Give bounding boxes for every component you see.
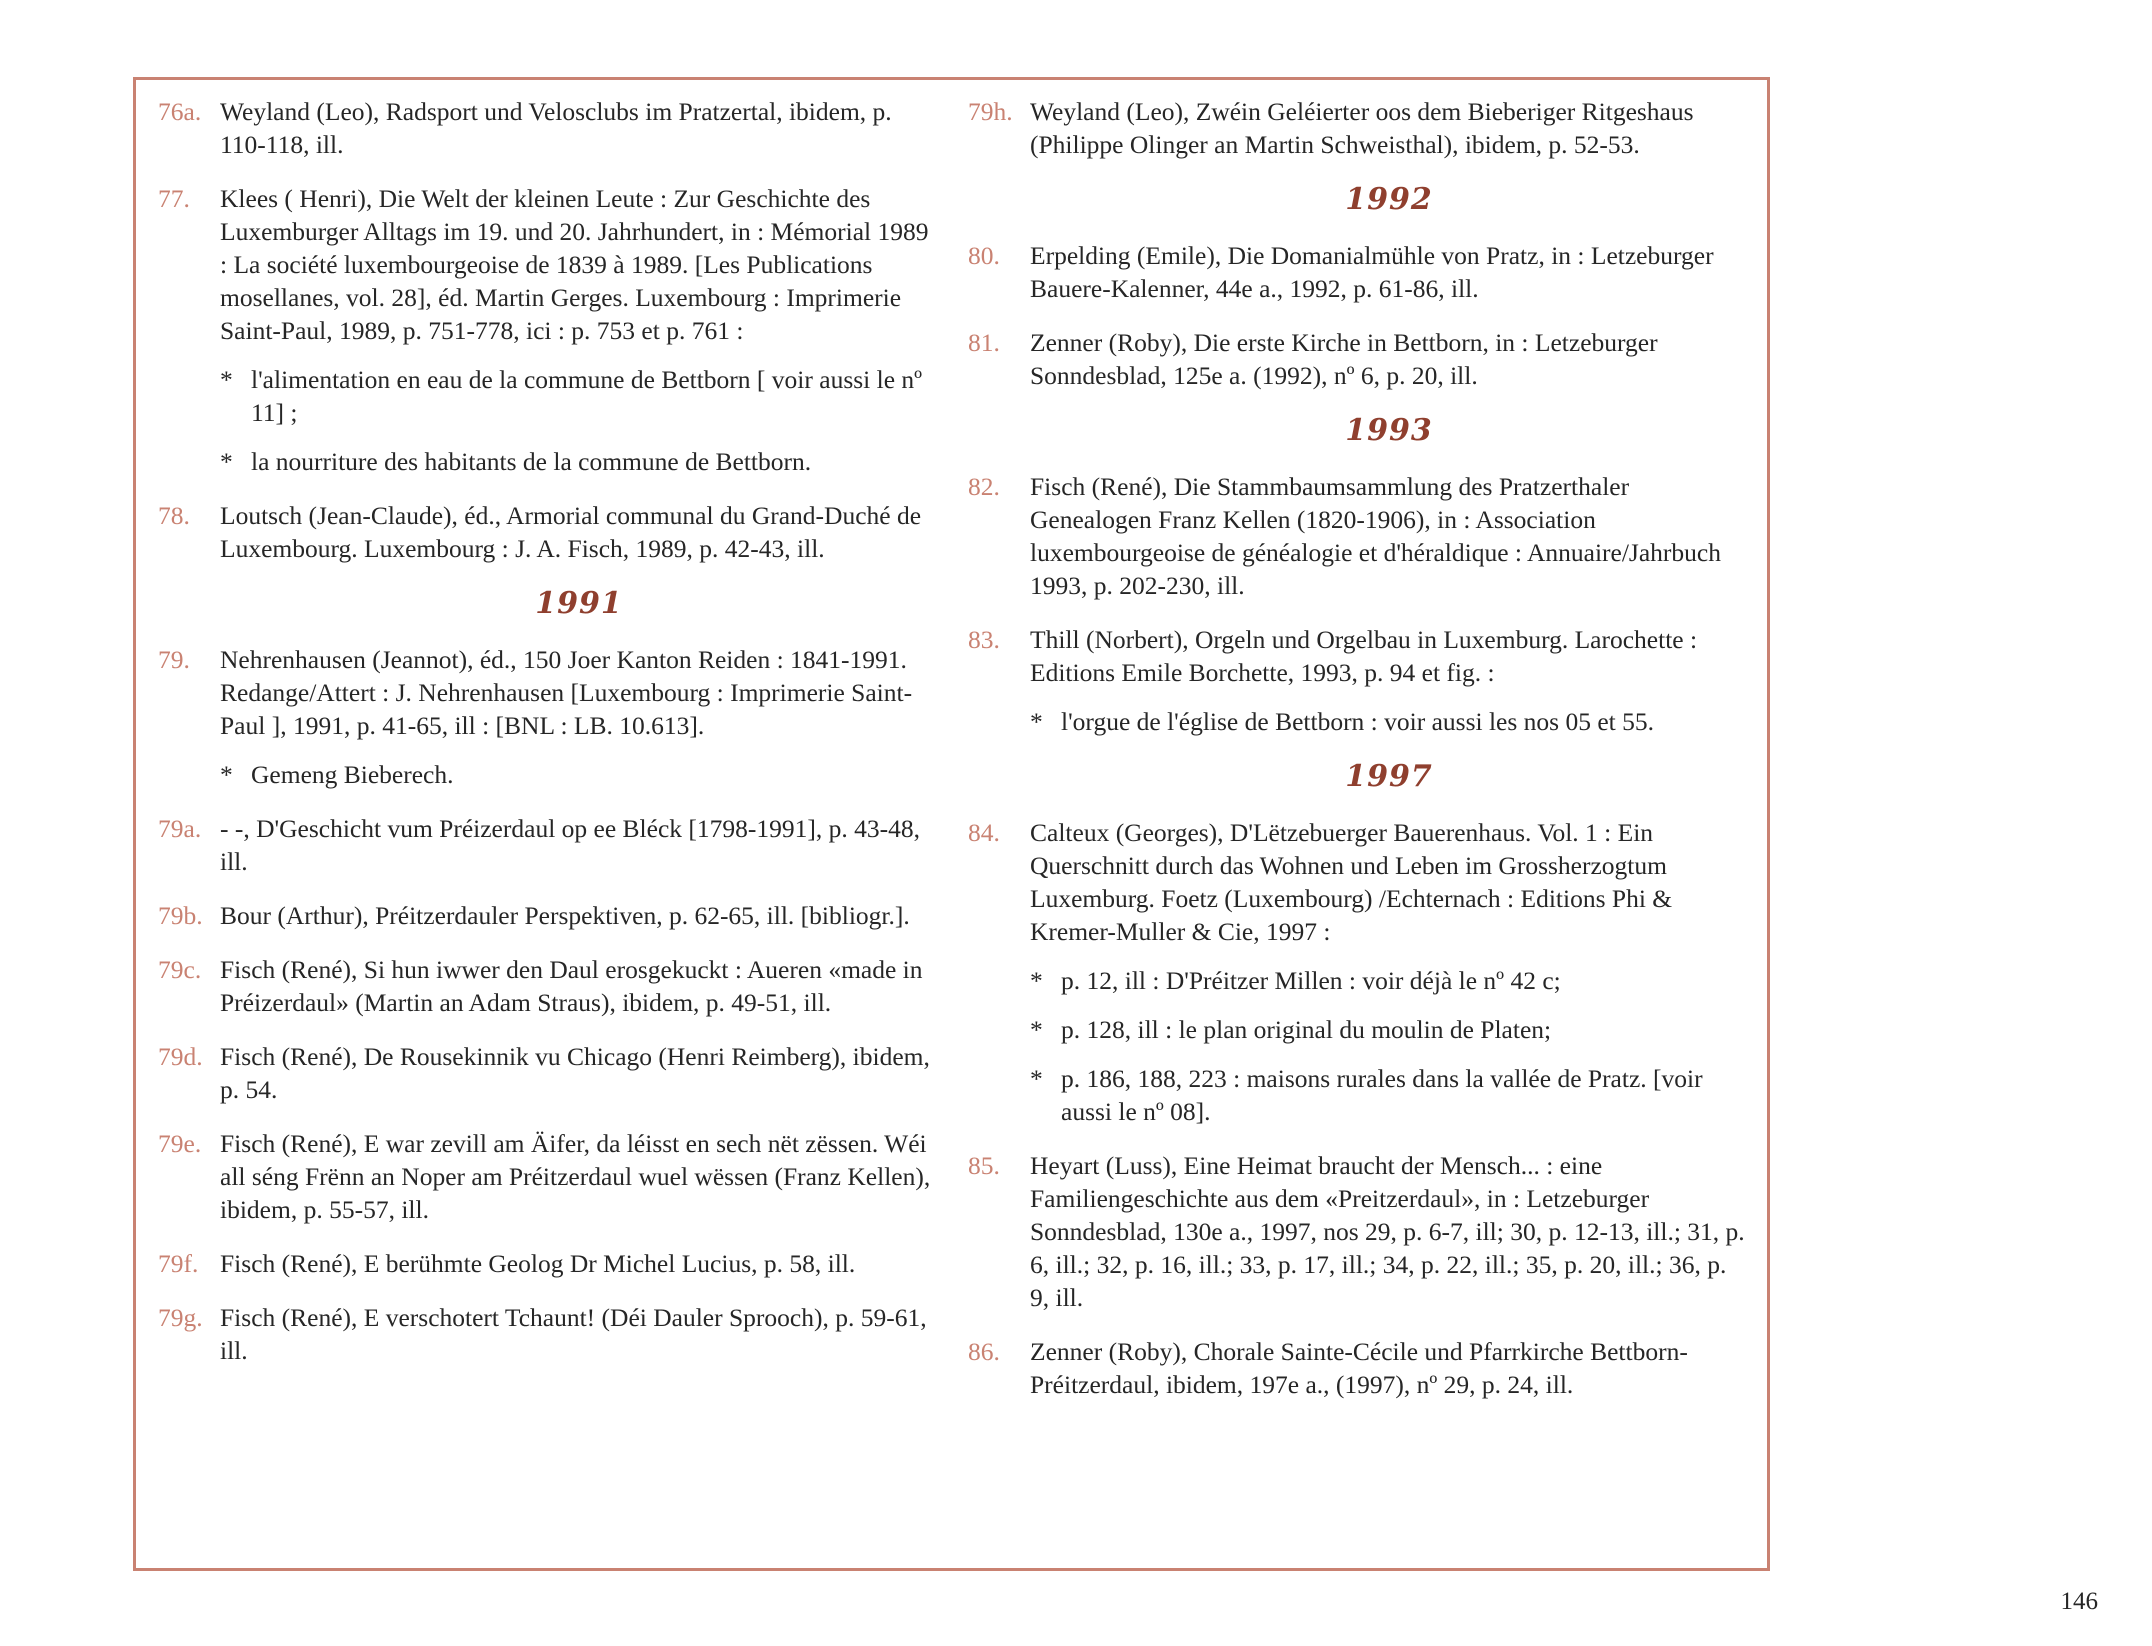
entry-number: 76a. [158, 97, 202, 126]
entry-text: Thill (Norbert), Orgeln und Orgelbau in Luxemburg. Larochette : Editions Emile Borchette, 1993, p. 94 et fig. : [1030, 625, 1698, 687]
entry-subitem [220, 445, 938, 478]
bibliography-entry [968, 1335, 1748, 1401]
bibliography-entry [158, 499, 938, 565]
entry-text: Weyland (Leo), Radsport und Velosclubs im Pratzertal, ibidem, p. 110-118, ill. [220, 97, 892, 159]
entry-text: Bour (Arthur), Préitzerdauler Perspektiven, p. 62-65, ill. [bibliogr.]. [220, 901, 910, 930]
bullet-asterisk: * [220, 760, 233, 789]
bullet-asterisk: * [220, 447, 233, 476]
page-number: 146 [2060, 1588, 2098, 1615]
entry-subitem [220, 363, 938, 429]
entry-text: Fisch (René), E verschotert Tchaunt! (Déi Dauler Sprooch), p. 59-61, ill. [220, 1303, 927, 1365]
entry-text: Erpelding (Emile), Die Domanialmühle von Pratz, in : Letzeburger Bauere-Kalenner, 44e a., 1992, p. 61-86, ill. [1030, 241, 1714, 303]
bullet-asterisk: * [1030, 1064, 1043, 1093]
entry-number: 81. [968, 328, 1000, 357]
subitem-text: p. 186, 188, 223 : maisons rurales dans la vallée de Pratz. [voir aussi le nº 08]. [1061, 1064, 1703, 1126]
bibliography-entry [968, 470, 1748, 602]
entry-text: Fisch (René), De Rousekinnik vu Chicago (Henri Reimberg), ibidem, p. 54. [220, 1042, 930, 1104]
subitem-text: p. 12, ill : D'Préitzer Millen : voir déjà le nº 42 c; [1061, 966, 1561, 995]
entry-number: 79e. [158, 1129, 202, 1158]
bibliography-entry [968, 326, 1748, 392]
entry-number: 79h. [968, 97, 1013, 126]
year-heading: 1993 [1345, 413, 1433, 448]
year-heading: 1991 [535, 586, 623, 621]
bullet-asterisk: * [1030, 1015, 1043, 1044]
bibliography-entry [158, 1040, 938, 1106]
entry-number: 85. [968, 1151, 1000, 1180]
bibliography-entry [158, 953, 938, 1019]
bibliography-entry [158, 182, 938, 478]
entry-text: Zenner (Roby), Die erste Kirche in Bettborn, in : Letzeburger Sonndesblad, 125e a. (1992), nº 6, p. 20, ill. [1030, 328, 1658, 390]
subitem-text: la nourriture des habitants de la commune de Bettborn. [251, 447, 812, 476]
bibliography-entry [158, 1127, 938, 1226]
entry-text: Fisch (René), Si hun iwwer den Daul erosgekuckt : Aueren «made in Préizerdaul» (Martin an Adam Straus), ibidem, p. 49-51, ill. [220, 955, 923, 1017]
bullet-asterisk: * [1030, 966, 1043, 995]
entry-subitem [220, 758, 938, 791]
bibliography-entry [968, 239, 1748, 305]
entry-text: Klees ( Henri), Die Welt der kleinen Leute : Zur Geschichte des Luxemburger Alltags im 19. und 20. Jahrhundert, in : Mémorial 1989 : La société luxembourgeoise de 1839 à 1989. [Les Publications mosellanes, vol. 28], éd. Martin Gerges. Luxembourg : Imprimerie Saint-Paul, 1989, p. 751-778, ici : p. 753 et p. 761 : [220, 184, 929, 345]
bibliography-entry [158, 1301, 938, 1367]
entry-number: 83. [968, 625, 1000, 654]
entry-text: - -, D'Geschicht vum Préizerdaul op ee Bléck [1798-1991], p. 43-48, ill. [220, 814, 920, 876]
entry-number: 79g. [158, 1303, 203, 1332]
entry-text: Calteux (Georges), D'Lëtzebuerger Bauerenhaus. Vol. 1 : Ein Querschnitt durch das Wohnen und Leben im Grossherzogtum Luxemburg. Foetz (Luxembourg) /Echternach : Editions Phi & Kremer-Muller & Cie, 1997 : [1030, 818, 1673, 946]
entry-text: Zenner (Roby), Chorale Sainte-Cécile und Pfarrkirche Bettborn-Préitzerdaul, ibidem, 197e a., (1997), nº 29, p. 24, ill. [1030, 1337, 1688, 1399]
year-heading: 1997 [1345, 759, 1433, 794]
entry-text: Heyart (Luss), Eine Heimat braucht der Mensch... : eine Familiengeschichte aus dem «Preitzerdaul», in : Letzeburger Sonndesblad, 130e a., 1997, nos 29, p. 6-7, ill; 30, p. 12-13, ill.; 31, p. 6, ill.; 32, p. 16, ill.; 33, p. 17, ill.; 34, p. 22, ill.; 35, p. 20, ill.; 36, p. 9, ill. [1030, 1151, 1745, 1312]
entry-subitem [1030, 1013, 1748, 1046]
entry-number: 79a. [158, 814, 202, 843]
entry-number: 82. [968, 472, 1000, 501]
left-column [158, 95, 938, 1388]
entry-number: 84. [968, 818, 1000, 847]
bibliography-entry [968, 1149, 1748, 1314]
subitem-text: l'alimentation en eau de la commune de Bettborn [ voir aussi le nº 11] ; [251, 365, 923, 427]
bibliography-entry [158, 899, 938, 932]
bibliography-entry [968, 95, 1748, 161]
entry-number: 77. [158, 184, 190, 213]
bibliography-entry [968, 816, 1748, 1128]
entry-number: 79. [158, 645, 190, 674]
entry-number: 80. [968, 241, 1000, 270]
entry-subitem [1030, 964, 1748, 997]
entry-text: Nehrenhausen (Jeannot), éd., 150 Joer Kanton Reiden : 1841-1991. Redange/Attert : J. Nehrenhausen [Luxembourg : Imprimerie Saint-Paul ], 1991, p. 41-65, ill : [BNL : LB. 10.613]. [220, 645, 913, 740]
entry-number: 78. [158, 501, 190, 530]
bibliography-entry [158, 1247, 938, 1280]
entry-number: 79b. [158, 901, 203, 930]
entry-number: 79c. [158, 955, 202, 984]
entry-subitem [1030, 1062, 1748, 1128]
entry-number: 79f. [158, 1249, 199, 1278]
bibliography-entry [968, 623, 1748, 738]
year-heading: 1992 [1345, 182, 1433, 217]
entry-text: Fisch (René), E war zevill am Äifer, da léisst en sech nët zëssen. Wéi all séng Frënn an Noper am Préitzerdaul wuel wëssen (Franz Kellen), ibidem, p. 55-57, ill. [220, 1129, 931, 1224]
subitem-text: Gemeng Bieberech. [251, 760, 454, 789]
bullet-asterisk: * [1030, 707, 1043, 736]
entry-text: Loutsch (Jean-Claude), éd., Armorial communal du Grand-Duché de Luxembourg. Luxembourg : J. A. Fisch, 1989, p. 42-43, ill. [220, 501, 922, 563]
entry-number: 79d. [158, 1042, 203, 1071]
entry-subitem [1030, 705, 1748, 738]
entry-number: 86. [968, 1337, 1000, 1366]
bullet-asterisk: * [220, 365, 233, 394]
entry-text: Fisch (René), E berühmte Geolog Dr Michel Lucius, p. 58, ill. [220, 1249, 856, 1278]
bibliography-entry [158, 95, 938, 161]
entry-text: Fisch (René), Die Stammbaumsammlung des Pratzerthaler Genealogen Franz Kellen (1820-1906), in : Association luxembourgeoise de généalogie et d'héraldique : Annuaire/Jahrbuch 1993, p. 202-230, ill. [1030, 472, 1721, 600]
subitem-text: l'orgue de l'église de Bettborn : voir aussi les nos 05 et 55. [1061, 707, 1654, 736]
entry-text: Weyland (Leo), Zwéin Geléierter oos dem Bieberiger Ritgeshaus (Philippe Olinger an Martin Schweisthal), ibidem, p. 52-53. [1030, 97, 1694, 159]
subitem-text: p. 128, ill : le plan original du moulin de Platen; [1061, 1015, 1552, 1044]
right-column [968, 95, 1748, 1422]
bibliography-entry [158, 643, 938, 791]
bibliography-entry [158, 812, 938, 878]
